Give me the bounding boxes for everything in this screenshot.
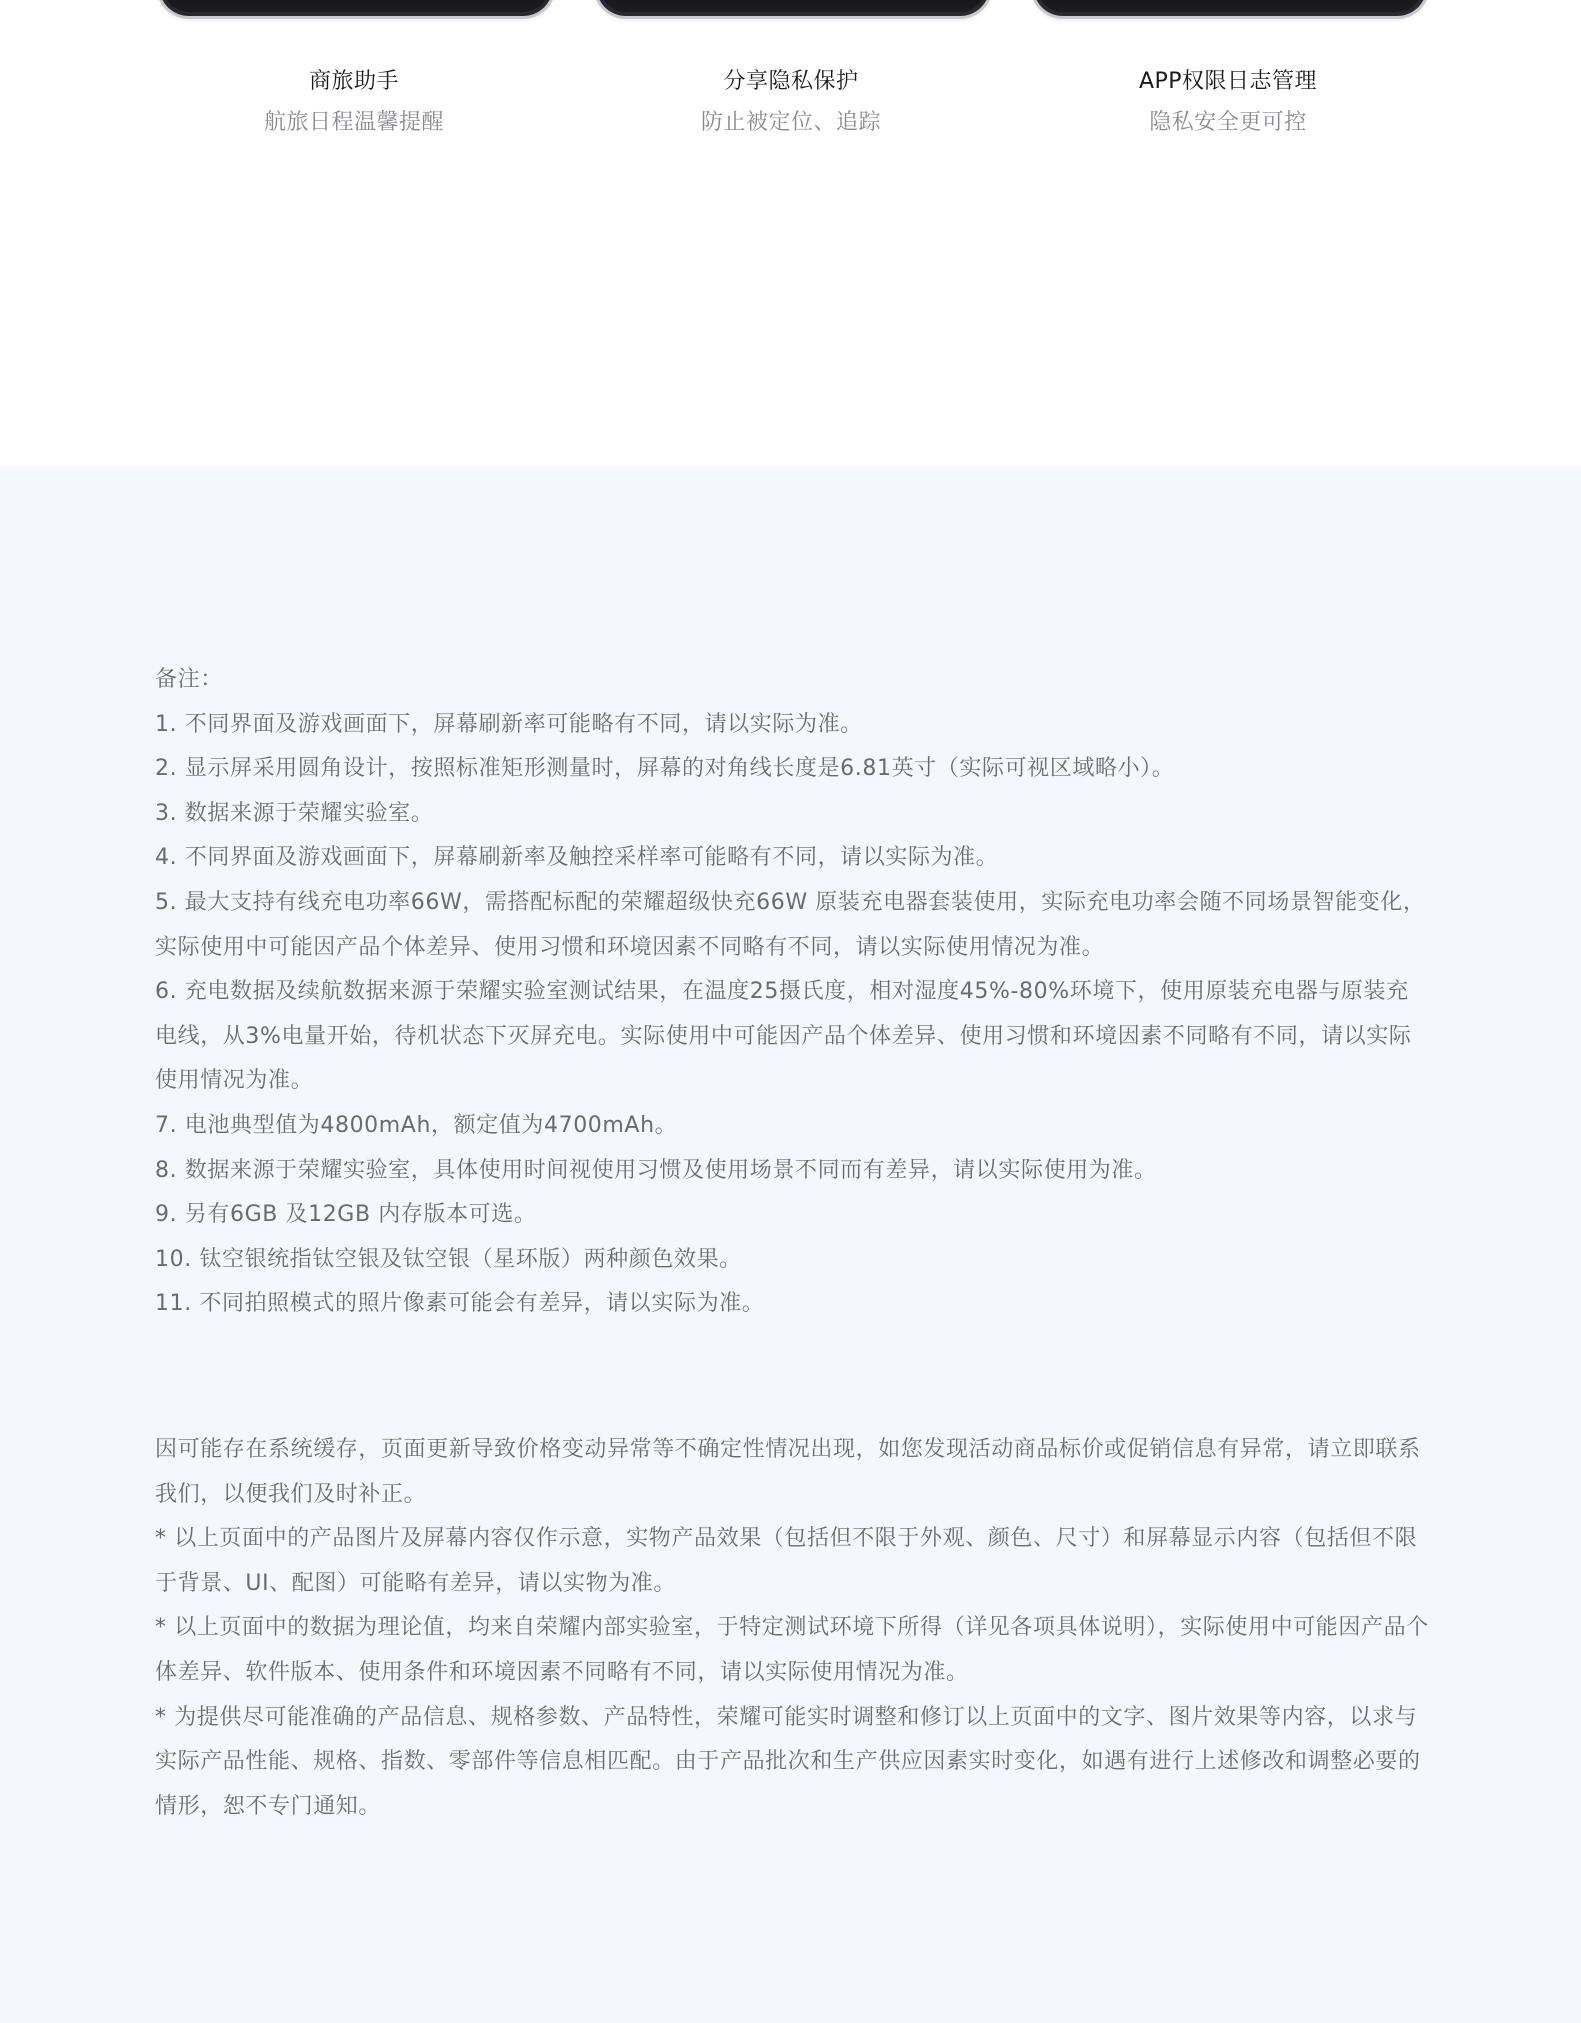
disclaimer-item: * 以上页面中的数据为理论值，均来自荣耀内部实验室，于特定测试环境下所得（详见各项具体说明），实际使用中可能因产品个体差异、软件版本、使用条件和环境因素不同略有不同，请以实际使用情况为准。 — [155, 1615, 1429, 1685]
remark-item: 7. 电池典型值为4800mAh，额定值为4700mAh。 — [155, 1112, 678, 1138]
remark-item: 11. 不同拍照模式的照片像素可能会有差异，请以实际为准。 — [155, 1291, 765, 1317]
remarks-heading: 备注： — [155, 667, 223, 692]
remark-item: 8. 数据来源于荣耀实验室，具体使用时间视使用习惯及使用场景不同而有差异，请以实际使用为准。 — [155, 1157, 1157, 1183]
remarks-list — [155, 658, 1430, 1327]
feature-title: APP权限日志管理 — [1138, 69, 1318, 94]
remark-item: 6. 充电数据及续航数据来源于荣耀实验室测试结果，在温度25摄氏度，相对湿度45%-80%环境下，使用原装充电器与原装充电线，从3%电量开始，待机状态下灭屏充电。实际使用中可能因产品个体差异、使用习惯和环境因素不同略有不同，请以实际使用情况为准。 — [155, 979, 1412, 1094]
disclaimer-item: * 以上页面中的产品图片及屏幕内容仅作示意，实物产品效果（包括但不限于外观、颜色、尺寸）和屏幕显示内容（包括但不限于背景、UI、配图）可能略有差异，请以实物为准。 — [155, 1526, 1418, 1596]
feature-subtitle: 防止被定位、追踪 — [700, 110, 881, 135]
phone-bottom-edge-image — [596, 0, 990, 16]
remark-item: 9. 另有6GB 及12GB 内存版本可选。 — [155, 1202, 537, 1228]
disclaimer-item: 因可能存在系统缓存，页面更新导致价格变动异常等不确定性情况出现，如您发现活动商品标价或促销信息有异常，请立即联系我们，以便我们及时补正。 — [155, 1437, 1421, 1507]
feature-subtitle: 隐私安全更可控 — [1149, 110, 1307, 135]
remark-item: 1. 不同界面及游戏画面下，屏幕刷新率可能略有不同，请以实际为准。 — [155, 711, 863, 737]
remark-item: 3. 数据来源于荣耀实验室。 — [155, 800, 434, 826]
disclaimer-item: * 为提供尽可能准确的产品信息、规格参数、产品特性，荣耀可能实时调整和修订以上页面中的文字、图片效果等内容，以求与实际产品性能、规格、指数、零部件等信息相匹配。由于产品批次和生产供应因素实时变化，如遇有进行上述修改和调整必要的情形，恕不专门通知。 — [155, 1704, 1421, 1819]
feature-title: 分享隐私保护 — [723, 69, 859, 94]
feature-title: 商旅助手 — [308, 69, 399, 94]
feature-section — [0, 0, 1581, 466]
feature-subtitle: 航旅日程温馨提醒 — [263, 110, 444, 135]
remark-item: 10. 钛空银统指钛空银及钛空银（星环版）两种颜色效果。 — [155, 1246, 742, 1272]
disclaimer-list — [155, 1428, 1430, 1829]
phone-bottom-edge-image — [159, 0, 553, 16]
phone-bottom-edge-image — [1033, 0, 1427, 16]
remark-item: 4. 不同界面及游戏画面下，屏幕刷新率及触控采样率可能略有不同，请以实际为准。 — [155, 845, 999, 871]
notes-section — [0, 466, 1581, 2023]
remark-item: 2. 显示屏采用圆角设计，按照标准矩形测量时，屏幕的对角线长度是6.81英寸（实际可视区域略小）。 — [155, 756, 1175, 782]
remark-item: 5. 最大支持有线充电功率66W，需搭配标配的荣耀超级快充66W 原装充电器套装使用，实际充电功率会随不同场景智能变化，实际使用中可能因产品个体差异、使用习惯和环境因素不同略有不同，请以实际使用情况为准。 — [155, 889, 1426, 960]
